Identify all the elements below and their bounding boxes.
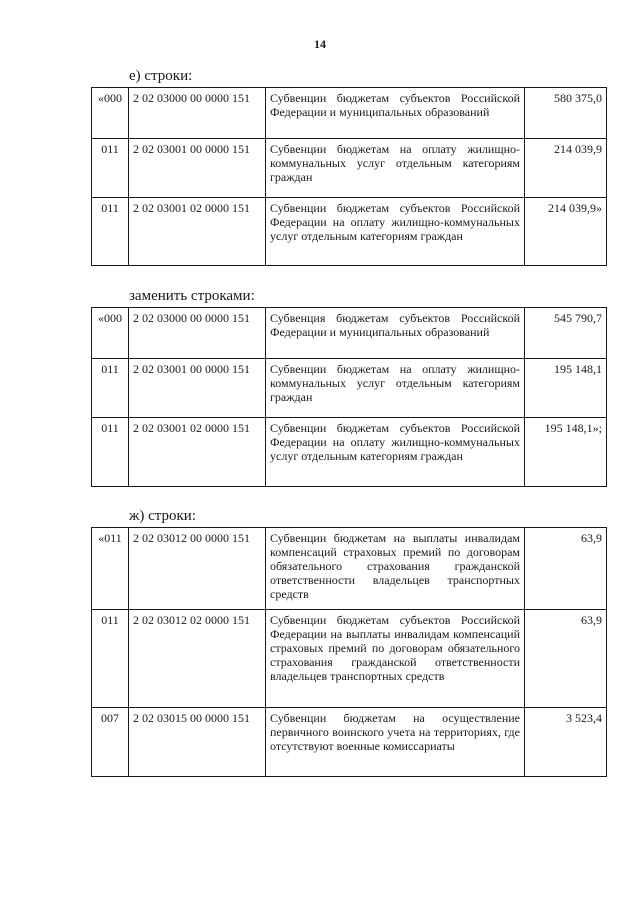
section-label: ж) строки: <box>129 508 196 524</box>
row-code-cell: «000 <box>92 308 129 359</box>
row-name-cell: Субвенции бюджетам на оплату жилищно-коммунальных услуг отдельным категориям граждан <box>266 359 525 418</box>
row-name-cell: Субвенция бюджетам субъектов Российской Федерации и муниципальных образований <box>266 308 525 359</box>
row-amount-cell: 214 039,9 <box>525 139 607 198</box>
row-name-cell: Субвенции бюджетам субъектов Российской Федерации на оплату жилищно-коммунальных услуг отдельным категориям граждан <box>266 198 525 266</box>
row-code-cell: «000 <box>92 88 129 139</box>
table-row <box>92 708 607 777</box>
row-kbk-cell: 2 02 03000 00 0000 151 <box>129 308 266 359</box>
row-name-cell: Субвенции бюджетам субъектов Российской Федерации на выплаты инвалидам компенсаций страховых премий по договорам обязательного страхования гражданской ответственности владельцев транспортных средств <box>266 610 525 708</box>
row-code-cell: 011 <box>92 139 129 198</box>
row-amount-cell: 63,9 <box>525 528 607 610</box>
row-name-cell: Субвенции бюджетам на выплаты инвалидам компенсаций страховых премий по договорам обязательного страхования гражданской ответственности владельцев транспортных средств <box>266 528 525 610</box>
section-label: е) строки: <box>129 68 193 84</box>
row-code-cell: 011 <box>92 198 129 266</box>
budget-table-e <box>91 87 607 266</box>
row-amount-cell: 195 148,1»; <box>525 418 607 487</box>
table-row <box>92 308 607 359</box>
page-number: 14 <box>314 37 326 51</box>
row-name-cell: Субвенции бюджетам на осуществление первичного воинского учета на территориях, где отсутствуют военные комиссариаты <box>266 708 525 777</box>
row-kbk-cell: 2 02 03012 02 0000 151 <box>129 610 266 708</box>
row-name-cell: Субвенции бюджетам субъектов Российской Федерации на оплату жилищно-коммунальных услуг отдельным категориям граждан <box>266 418 525 487</box>
row-name-cell: Субвенции бюджетам субъектов Российской Федерации и муниципальных образований <box>266 88 525 139</box>
table-row <box>92 528 607 610</box>
table-row <box>92 418 607 487</box>
row-amount-cell: 580 375,0 <box>525 88 607 139</box>
row-kbk-cell: 2 02 03001 02 0000 151 <box>129 198 266 266</box>
row-amount-cell: 3 523,4 <box>525 708 607 777</box>
row-kbk-cell: 2 02 03000 00 0000 151 <box>129 88 266 139</box>
row-amount-cell: 195 148,1 <box>525 359 607 418</box>
table-row <box>92 139 607 198</box>
row-code-cell: «011 <box>92 528 129 610</box>
table-row <box>92 359 607 418</box>
table-row <box>92 198 607 266</box>
table-row <box>92 88 607 139</box>
section-label: заменить строками: <box>129 288 255 304</box>
row-name-cell: Субвенции бюджетам на оплату жилищно-коммунальных услуг отдельным категориям граждан <box>266 139 525 198</box>
row-amount-cell: 214 039,9» <box>525 198 607 266</box>
row-code-cell: 011 <box>92 359 129 418</box>
row-kbk-cell: 2 02 03015 00 0000 151 <box>129 708 266 777</box>
row-code-cell: 007 <box>92 708 129 777</box>
row-amount-cell: 63,9 <box>525 610 607 708</box>
row-code-cell: 011 <box>92 418 129 487</box>
budget-table-replace <box>91 307 607 487</box>
row-kbk-cell: 2 02 03001 00 0000 151 <box>129 359 266 418</box>
row-kbk-cell: 2 02 03001 02 0000 151 <box>129 418 266 487</box>
budget-table-zh <box>91 527 607 777</box>
row-kbk-cell: 2 02 03001 00 0000 151 <box>129 139 266 198</box>
row-amount-cell: 545 790,7 <box>525 308 607 359</box>
row-code-cell: 011 <box>92 610 129 708</box>
row-kbk-cell: 2 02 03012 00 0000 151 <box>129 528 266 610</box>
table-row <box>92 610 607 708</box>
